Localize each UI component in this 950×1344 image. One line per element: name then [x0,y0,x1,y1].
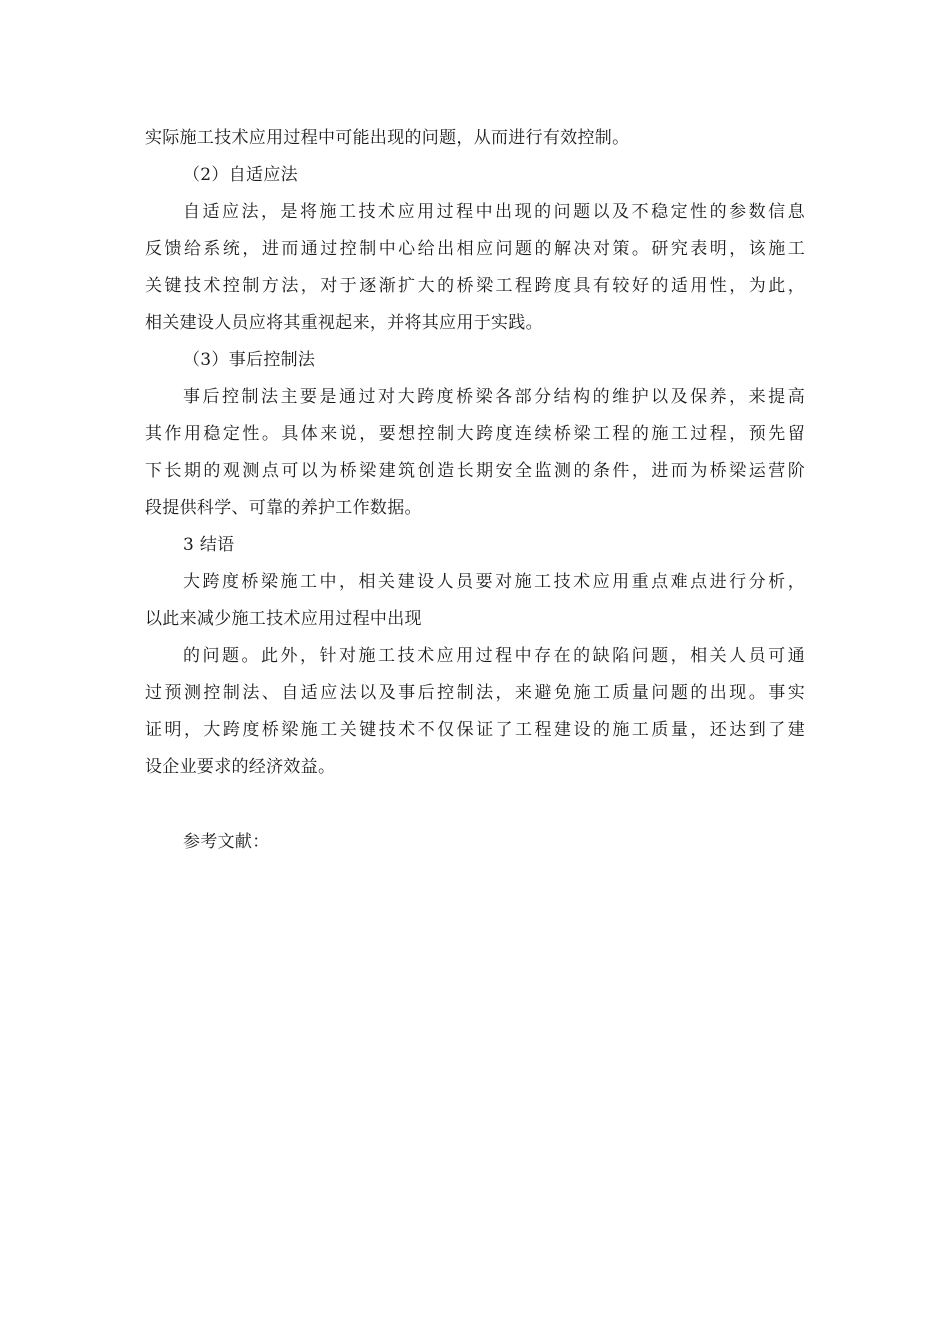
paragraph-line: 的问题。此外，针对施工技术应用过程中存在的缺陷问题，相关人员可通 [183,646,805,666]
paragraph-line: 下长期的观测点可以为桥梁建筑创造长期安全监测的条件，进而为桥梁运营阶 [145,461,805,481]
paragraph-line: 反馈给系统，进而通过控制中心给出相应问题的解决对策。研究表明，该施工 [145,239,805,259]
paragraph-line: 相关建设人员应将其重视起来，并将其应用于实践。 [145,313,543,333]
body-text [145,120,805,861]
paragraph-line: 自适应法，是将施工技术应用过程中出现的问题以及不稳定性的参数信息 [183,202,805,222]
paragraph-line: 关键技术控制方法，对于逐渐扩大的桥梁工程跨度具有较好的适用性，为此， [145,276,805,296]
paragraph-line: 以此来减少施工技术应用过程中出现 [145,609,422,629]
paragraph-line: 实际施工技术应用过程中可能出现的问题，从而进行有效控制。 [145,128,630,148]
paragraph-line: 段提供科学、可靠的养护工作数据。 [145,498,422,518]
subsection-heading-adaptive: （2）自适应法 [183,165,298,185]
subsection-heading-post-control: （3）事后控制法 [183,350,316,370]
paragraph-line: 证明，大跨度桥梁施工关键技术不仅保证了工程建设的施工质量，还达到了建 [145,720,805,740]
section-heading-conclusion: 3 结语 [183,535,235,555]
references-heading: 参考文献： [183,832,270,852]
paragraph-line: 事后控制法主要是通过对大跨度桥梁各部分结构的维护以及保养，来提高 [183,387,805,407]
paragraph-line: 大跨度桥梁施工中，相关建设人员要对施工技术应用重点难点进行分析， [183,572,805,592]
paragraph-line: 其作用稳定性。具体来说，要想控制大跨度连续桥梁工程的施工过程，预先留 [145,424,805,444]
blank-line [145,786,805,824]
paragraph-line: 过预测控制法、自适应法以及事后控制法，来避免施工质量问题的出现。事实 [145,683,805,703]
paragraph-line: 设企业要求的经济效益。 [145,757,336,777]
